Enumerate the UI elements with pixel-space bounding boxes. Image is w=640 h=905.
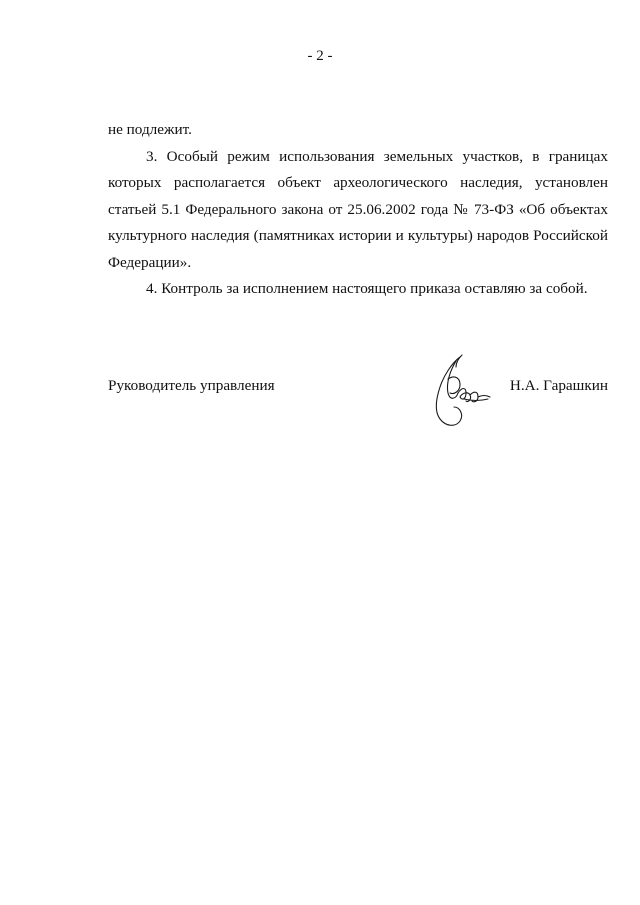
- paragraph-item-4: 4. Контроль за исполнением настоящего приказа оставляю за собой.: [146, 280, 588, 297]
- signature-block: [108, 375, 608, 435]
- document-body: [108, 117, 608, 303]
- handwritten-signature-icon: [426, 353, 494, 433]
- signatory-title: Руководитель управления: [108, 377, 275, 394]
- paragraph-item-3: 3. Особый режим использования земельных участков, в границах которых располагается объект археологического наследия, установлен статьей 5.1 Федерального закона от 25.06.2002 года № 73-ФЗ «Об объектах культурного наследия (памятниках истории и культуры) народов Российской Федерации».: [108, 147, 608, 271]
- page-number: - 2 -: [307, 48, 333, 64]
- paragraph-continuation: не подлежит.: [108, 121, 192, 138]
- signatory-name: Н.А. Гарашкин: [509, 377, 608, 394]
